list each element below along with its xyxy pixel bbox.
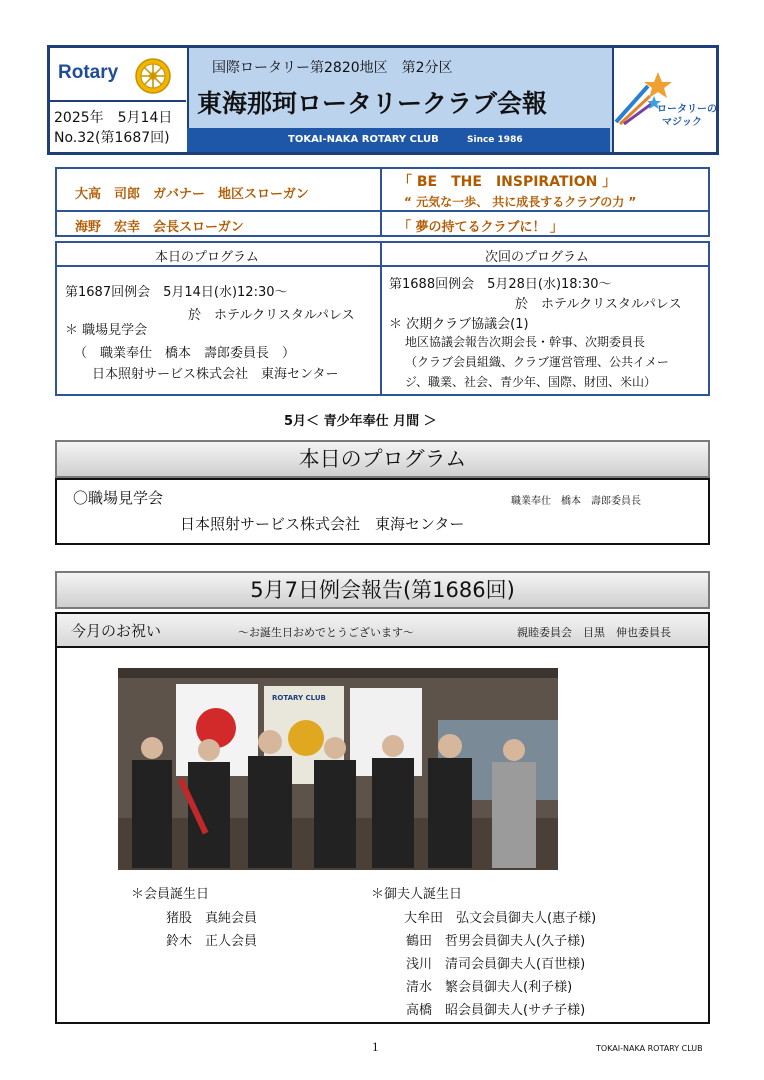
today-line: 日本照射サービス株式会社 東海センター	[92, 367, 339, 382]
celebration-caption: ～お誕生日おめでとうございます～	[238, 626, 414, 639]
today-line: （ 職業奉仕 橋本 壽郎委員長 ）	[74, 346, 296, 361]
footer-club-name: TOKAI-NAKA ROTARY CLUB	[596, 1044, 703, 1053]
rotary-wordmark: Rotary	[58, 62, 119, 83]
next-line: （クラブ会員組織、クラブ運営管理、公共イメー	[405, 355, 669, 369]
since-label: Since 1986	[467, 135, 523, 145]
governor-label: 大高 司郎 ガバナー 地区スローガン	[75, 187, 309, 202]
club-english-name: TOKAI-NAKA ROTARY CLUB	[288, 134, 439, 145]
magic-line2: マジック	[662, 117, 702, 128]
today-program-heading: 本日のプログラム	[55, 440, 710, 478]
president-label: 海野 宏幸 会長スローガン	[75, 220, 244, 235]
celebration-title: 今月のお祝い	[71, 622, 162, 640]
today-line: 於 ホテルクリスタルパレス	[188, 308, 355, 323]
next-line: ジ、職業、社会、青少年、国際、財団、米山）	[405, 375, 657, 389]
president-slogan: 「 夢の持てるクラブに！ 」	[398, 220, 564, 235]
newsletter-title: 東海那珂ロータリークラブ会報	[197, 89, 548, 118]
spouse-birthday-item: 清水 繁会員御夫人(利子様)	[406, 980, 573, 995]
today-program-chair: 職業奉仕 橋本 壽郎委員長	[511, 496, 641, 507]
spouse-birthday-item: 大牟田 弘文会員御夫人(惠子様)	[404, 911, 597, 926]
next-line: ＊ 次期クラブ協議会(1)	[389, 317, 529, 332]
spouse-birthday-item: 鶴田 哲男会員御夫人(久子様)	[406, 934, 586, 949]
today-line: ＊ 職場見学会	[65, 323, 148, 338]
magic-line1: ロータリーの	[657, 104, 717, 115]
spouse-birthday-heading: ＊御夫人誕生日	[371, 887, 463, 902]
today-program-venue: 日本照射サービス株式会社 東海センター	[180, 515, 465, 533]
photo-banner-text: ROTARY CLUB	[272, 694, 326, 702]
celebration-committee: 親睦委員会 目黒 伸也委員長	[517, 626, 671, 639]
spouse-birthday-item: 高橋 昭会員御夫人(サチ子様)	[406, 1003, 586, 1018]
next-line: 地区協議会報告次期会長・幹事、次期委員長	[405, 335, 646, 349]
month-theme: 5月＜ 青少年奉仕 月間 ＞	[284, 414, 437, 429]
next-line: 第1688回例会 5月28日(水)18:30～	[389, 277, 612, 292]
governor-slogan: 「 BE THE INSPIRATION 」	[398, 174, 617, 190]
member-birthday-heading: ＊会員誕生日	[131, 887, 210, 902]
group-photo	[118, 668, 558, 870]
group-photo-illustration	[118, 668, 558, 870]
next-line: 於 ホテルクリスタルパレス	[515, 297, 682, 312]
member-birthday-item: 鈴木 正人会員	[166, 934, 258, 949]
page-number: 1	[372, 1039, 379, 1054]
district-label: 国際ロータリー第2820地区 第2分区	[212, 60, 453, 76]
today-program-item: 〇職場見学会	[73, 489, 164, 507]
spouse-birthday-item: 浅川 清司会員御夫人(百世様)	[406, 957, 586, 972]
governor-slogan-sub: “ 元気な一歩、 共に成長するクラブの力 ”	[404, 195, 637, 209]
member-birthday-item: 猪股 真純会員	[166, 911, 258, 926]
next-program-header: 次回のプログラム	[485, 250, 589, 265]
report-heading: 5月7日例会報告(第1686回)	[55, 571, 710, 609]
issue-date: 2025年 5月14日	[54, 110, 173, 126]
rotary-wheel-icon	[133, 56, 173, 96]
today-program-header: 本日のプログラム	[155, 250, 259, 265]
today-line: 第1687回例会 5月14日(水)12:30～	[65, 285, 288, 300]
issue-number: No.32(第1687回)	[54, 130, 170, 146]
